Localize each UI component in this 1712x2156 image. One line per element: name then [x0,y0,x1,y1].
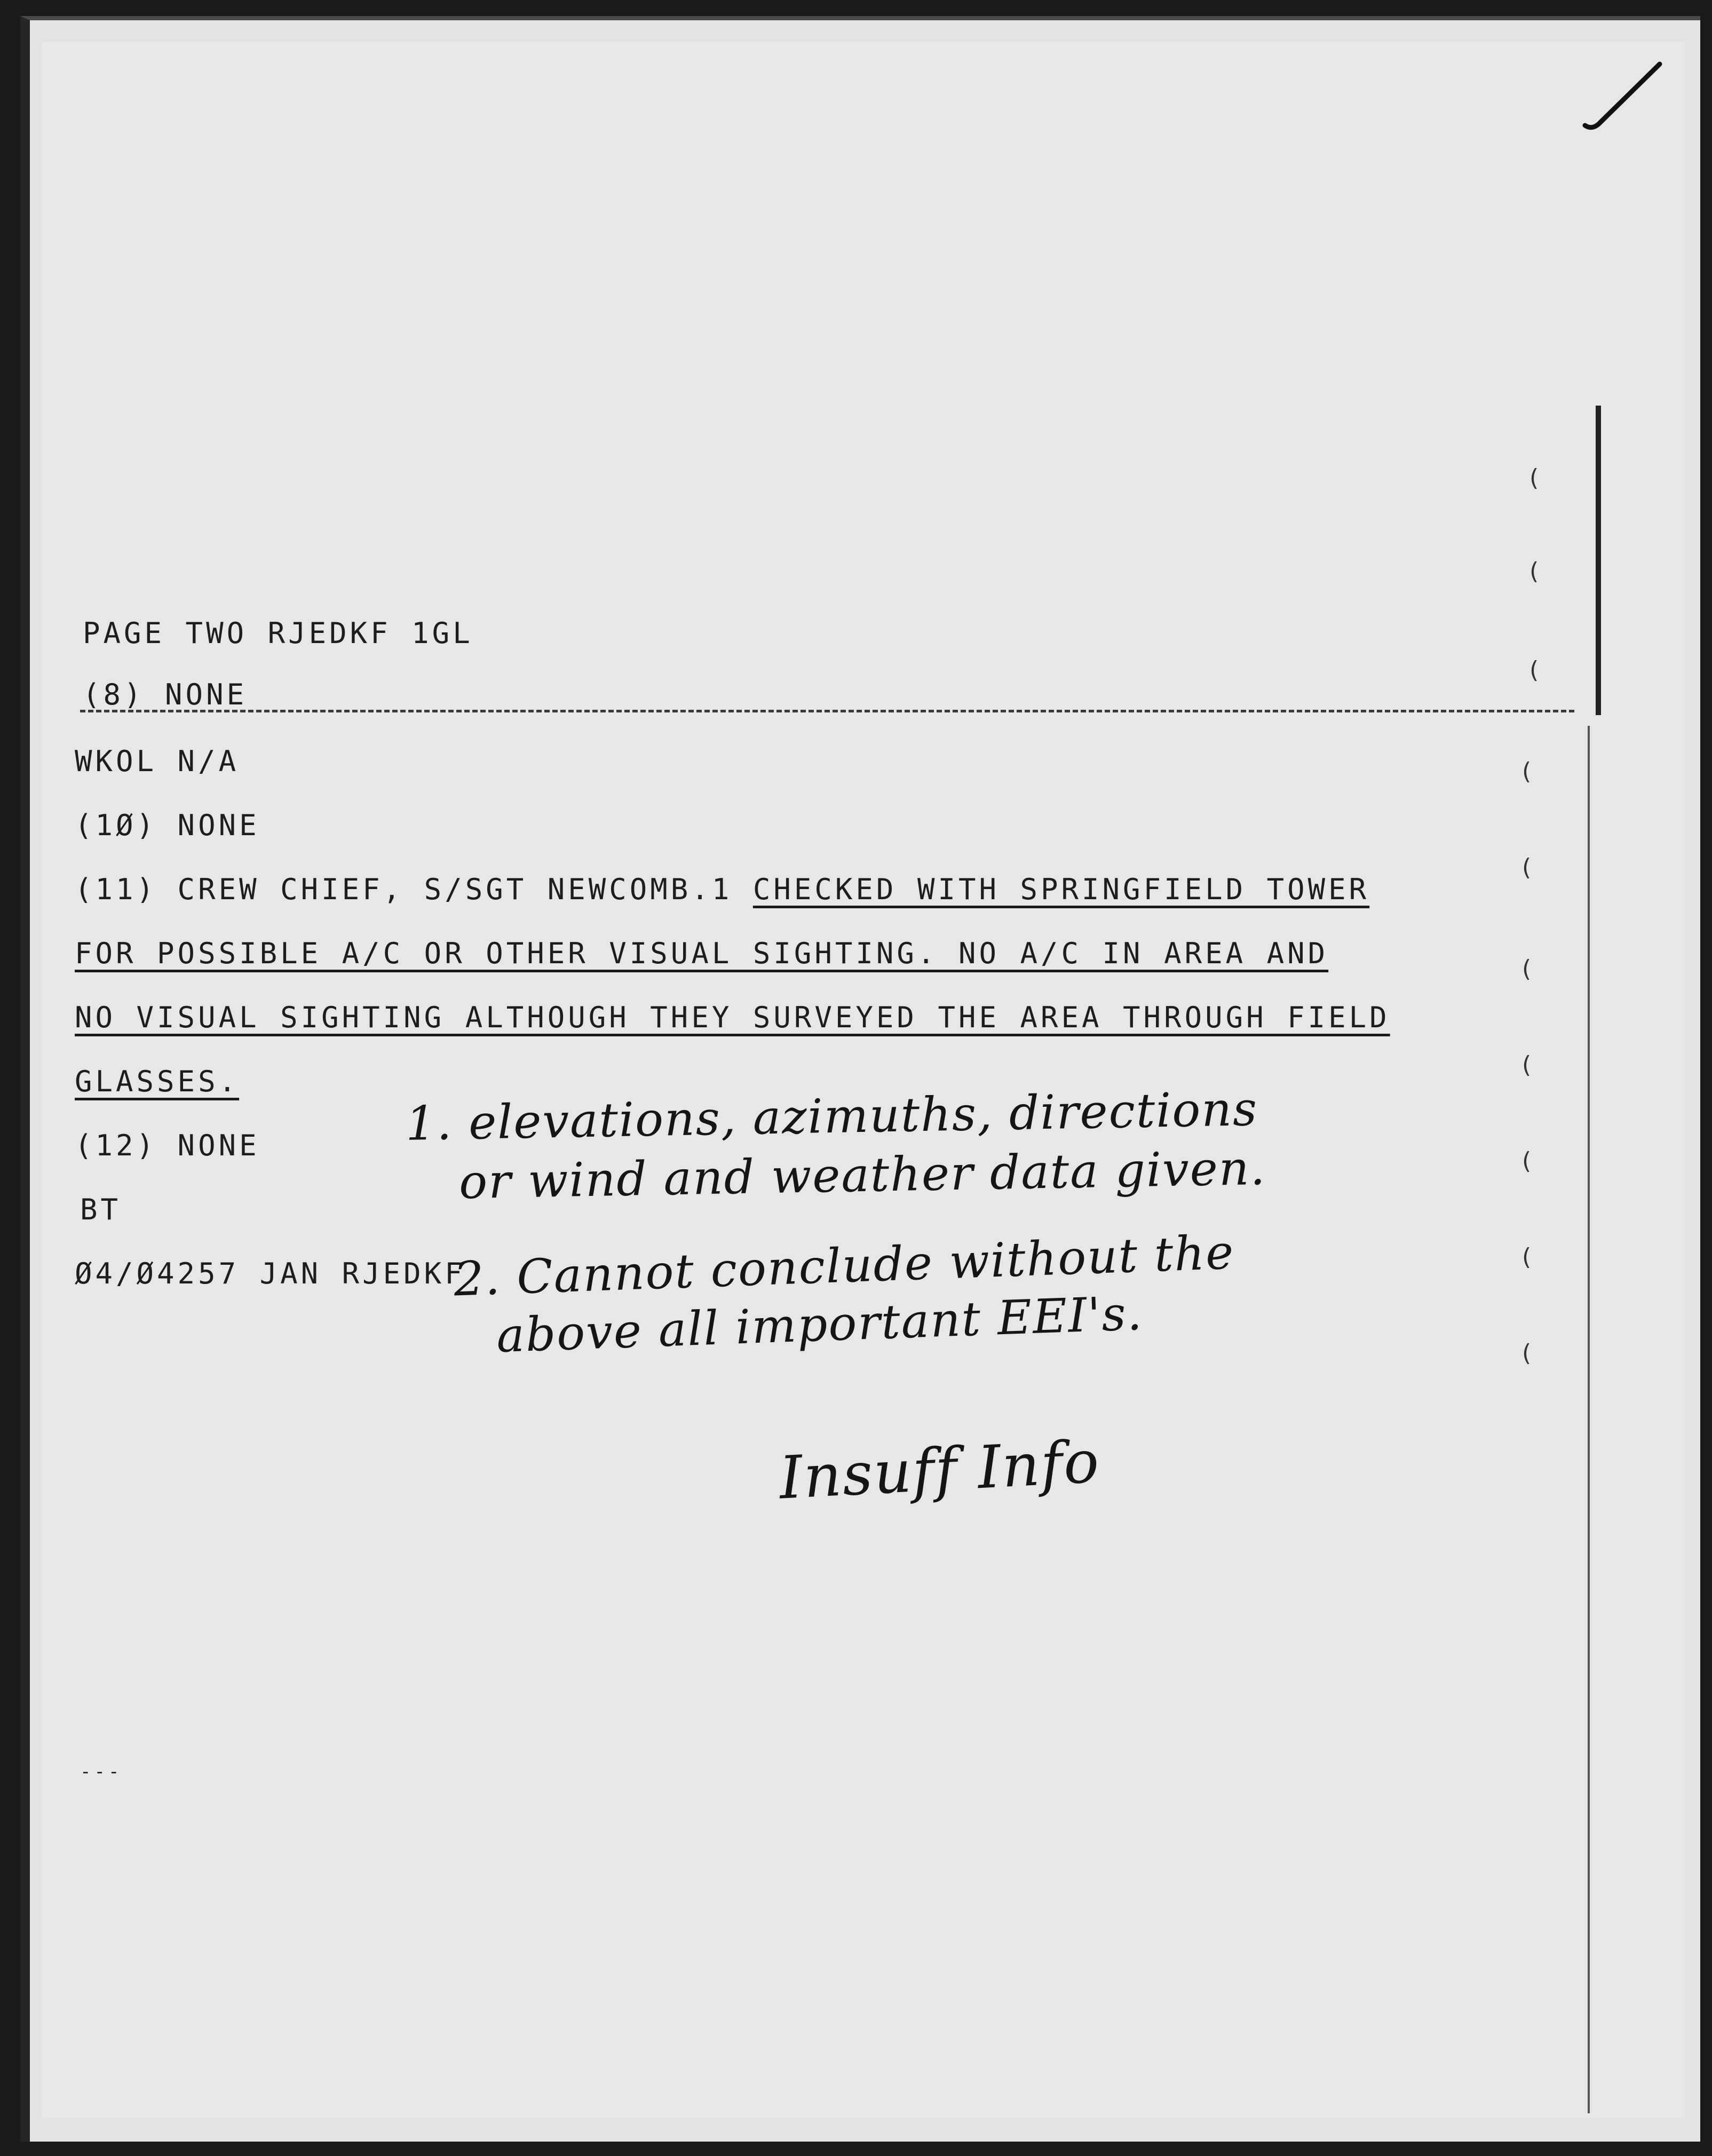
check-mark-icon [1580,59,1665,133]
item-12-line: (12) NONE [75,1129,260,1162]
handwritten-note-1-line-1: 1. elevations, azimuths, directions [405,1081,1258,1151]
margin-rule-lower [1588,726,1590,2113]
end-mark: --- [80,1761,123,1782]
item-11-continuation-1: FOR POSSIBLE A/C OR OTHER VISUAL SIGHTING. NO A/C IN AREA AND [75,937,1329,970]
page-frame [42,42,1685,2118]
page-header-line: PAGE TWO RJEDKF 1GL [83,616,473,650]
bt-line: BT [80,1193,122,1226]
item-11-underlined: CHECKED WITH SPRINGFIELD TOWER [752,873,1370,906]
document-sheet [20,16,1700,2142]
item-11-prefix: (11) CREW CHIEF, S/SGT NEWCOMB.1 [75,873,753,906]
item-8-line: (8) NONE [83,678,248,711]
handwritten-note-1-line-2: or wind and weather data given. [458,1140,1267,1210]
wkol-line: WKOL N/A [75,744,240,778]
handwritten-note-2-line-1: 2. Cannot conclude without the [453,1224,1235,1307]
item-10-line: (1Ø) NONE [75,808,260,842]
item-11-continuation-3: GLASSES. [75,1065,240,1098]
handwritten-signature: Insuff Info [778,1427,1102,1512]
perforation-line [80,710,1574,712]
margin-rule-upper [1596,406,1601,715]
dtg-line: Ø4/Ø4257 JAN RJEDKF [75,1257,465,1290]
item-11-line [75,873,1369,906]
item-11-continuation-2: NO VISUAL SIGHTING ALTHOUGH THEY SURVEYED THE AREA THROUGH FIELD [75,1001,1390,1034]
handwritten-note-2-line-2: above all important EEI's. [495,1285,1144,1364]
